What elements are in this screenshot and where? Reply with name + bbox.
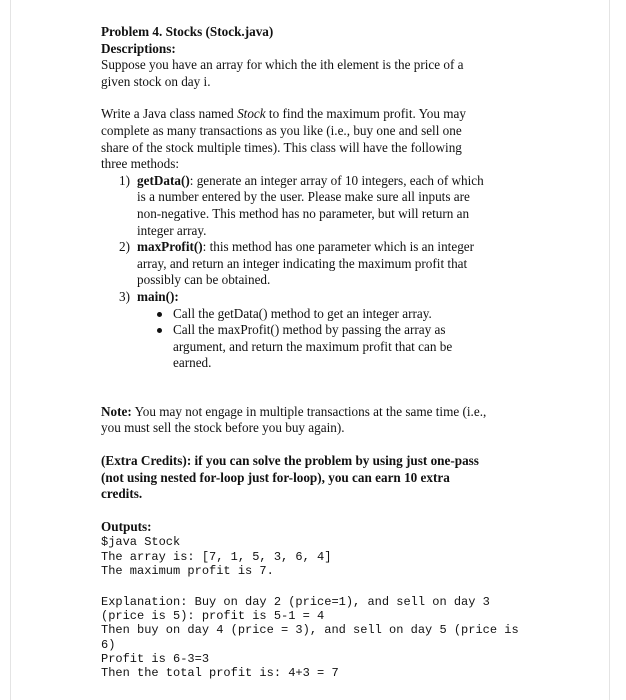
descriptions-heading: Descriptions:	[101, 40, 176, 56]
method-item: 3) main(): Call the getData() method to get an integer array. Call the maxProfit() method by passing the array as argument, and return the maximum profit that can be earned.	[101, 289, 541, 372]
note-label: Note:	[101, 403, 132, 419]
method-name: main()	[137, 288, 175, 304]
write-paragraph-line: complete as many transactions as you like (i.e., buy one and sell one	[101, 122, 462, 138]
bullet-icon	[157, 312, 162, 317]
explanation-line: 6)	[101, 637, 116, 652]
outputs-heading: Outputs:	[101, 518, 152, 534]
methods-list	[101, 173, 541, 372]
method-name: getData()	[137, 172, 190, 188]
explanation-line: Then buy on day 4 (price = 3), and sell on day 5 (price is	[101, 623, 519, 638]
extra-credits-line: credits.	[101, 486, 143, 502]
method-item: 2) maxProfit(): this method has one parameter which is an integer array, and return an integer indicating the maximum profit that possibly can be obtained.	[119, 239, 475, 288]
description-line: given stock on day i.	[101, 73, 211, 89]
output-line: $java Stock	[101, 535, 181, 550]
explanation-line: Explanation: Buy on day 2 (price=1), and sell on day 3	[101, 595, 490, 610]
extra-credits-line: (not using nested for-loop just for-loop), you can earn 10 extra	[101, 469, 450, 485]
write-paragraph-line: three methods:	[101, 156, 180, 172]
write-paragraph-line: Write a Java class named Stock to find the maximum profit. You may	[101, 106, 466, 122]
problem-title: Problem 4. Stocks (Stock.java)	[101, 24, 274, 39]
output-line: The array is: [7, 1, 5, 3, 6, 4]	[101, 549, 332, 564]
document-page	[10, 0, 610, 700]
explanation-line: (price is 5): profit is 5-1 = 4	[101, 609, 325, 624]
note-line: Note: You may not engage in multiple transactions at the same time (i.e.,	[101, 403, 487, 419]
note-line: you must sell the stock before you buy again).	[101, 420, 345, 436]
method-name: maxProfit()	[137, 239, 203, 255]
explanation-line: Then the total profit is: 4+3 = 7	[101, 666, 339, 681]
description-line: Suppose you have an array for which the ith element is the price of a	[101, 57, 464, 73]
explanation-line: Profit is 6-3=3	[101, 651, 210, 666]
bullet-icon	[157, 328, 162, 333]
document-content	[101, 24, 541, 680]
write-paragraph-line: share of the stock multiple times). This class will have the following	[101, 139, 462, 155]
bullet-item: Call the maxProfit() method by passing the array as argument, and return the maximum profit that can be earned.	[137, 322, 541, 372]
class-name: Stock	[237, 106, 266, 122]
extra-credits-line: (Extra Credits): if you can solve the problem by using just one-pass	[101, 453, 479, 469]
method-item: 1) getData(): generate an integer array of 10 integers, each of which is a number entered by the user. Please make sure all inputs are non-negative. This method has no parameter, but will return an integer array.	[119, 172, 484, 238]
main-bullets	[137, 306, 541, 372]
output-line: The maximum profit is 7.	[101, 563, 274, 578]
bullet-item: Call the getData() method to get an integer array.	[137, 306, 541, 323]
